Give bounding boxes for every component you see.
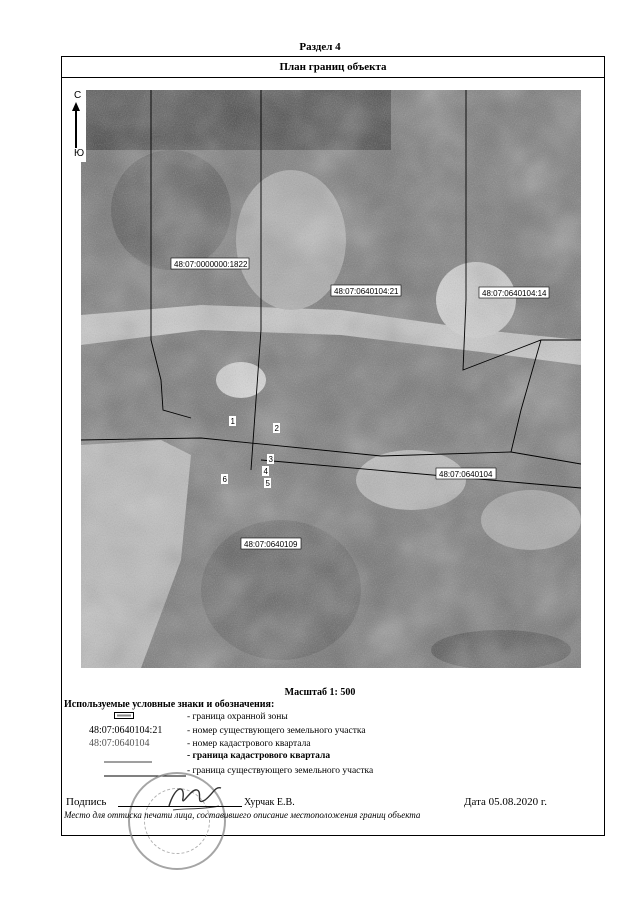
label-quarter-109: 48:07:0640109 — [244, 540, 298, 549]
signature-line — [118, 806, 242, 807]
signer-name: Хурчак Е.В. — [244, 797, 295, 808]
label-parcel-14: 48:07:0640104:14 — [482, 289, 547, 298]
legend-desc-quarter-number: - номер кадастрового квартала — [187, 739, 311, 749]
point-4: 4 — [263, 467, 268, 476]
point-1: 1 — [230, 417, 235, 426]
legend-symbol-quarter-number: 48:07:0640104 — [89, 738, 150, 749]
legend-symbol-parcel-number: 48:07:0640104:21 — [89, 725, 163, 736]
legend-symbol-zone — [114, 712, 134, 723]
stamp-placement-note: Место для оттиска печати лица, составившего описание местоположения границ объекта — [64, 810, 421, 820]
map-svg — [81, 90, 581, 668]
legend-desc-parcel-boundary: - граница существующего земельного участка — [187, 766, 374, 776]
scale-label: Масштаб 1: 500 — [284, 687, 356, 698]
label-quarter-104: 48:07:0640104 — [439, 470, 493, 479]
signature-label: Подпись — [66, 796, 107, 808]
south-letter: Ю — [74, 148, 85, 159]
point-3: 3 — [268, 455, 273, 464]
section-title: Раздел 4 — [299, 41, 341, 53]
point-6: 6 — [222, 475, 227, 484]
north-arrow — [66, 90, 86, 162]
document-date: Дата 05.08.2020 г. — [464, 796, 547, 808]
north-arrow-icon — [71, 102, 81, 148]
north-letter: С — [74, 90, 82, 101]
plan-title: План границ объекта — [61, 56, 605, 78]
legend-desc-quarter-boundary: - граница кадастрового квартала — [187, 751, 331, 761]
point-2: 2 — [274, 424, 279, 433]
satellite-map — [81, 90, 581, 668]
legend-desc-zone: - граница охранной зоны — [187, 712, 288, 722]
label-parcel-21: 48:07:0640104:21 — [334, 287, 399, 296]
legend-symbol-quarter-boundary — [104, 756, 152, 767]
label-parcel-1822: 48:07:0000000:1822 — [174, 260, 248, 269]
legend-title: Используемые условные знаки и обозначения: — [64, 699, 275, 710]
handwritten-signature — [165, 780, 225, 814]
legend-desc-parcel-number: - номер существующего земельного участка — [187, 726, 366, 736]
point-5: 5 — [265, 479, 270, 488]
